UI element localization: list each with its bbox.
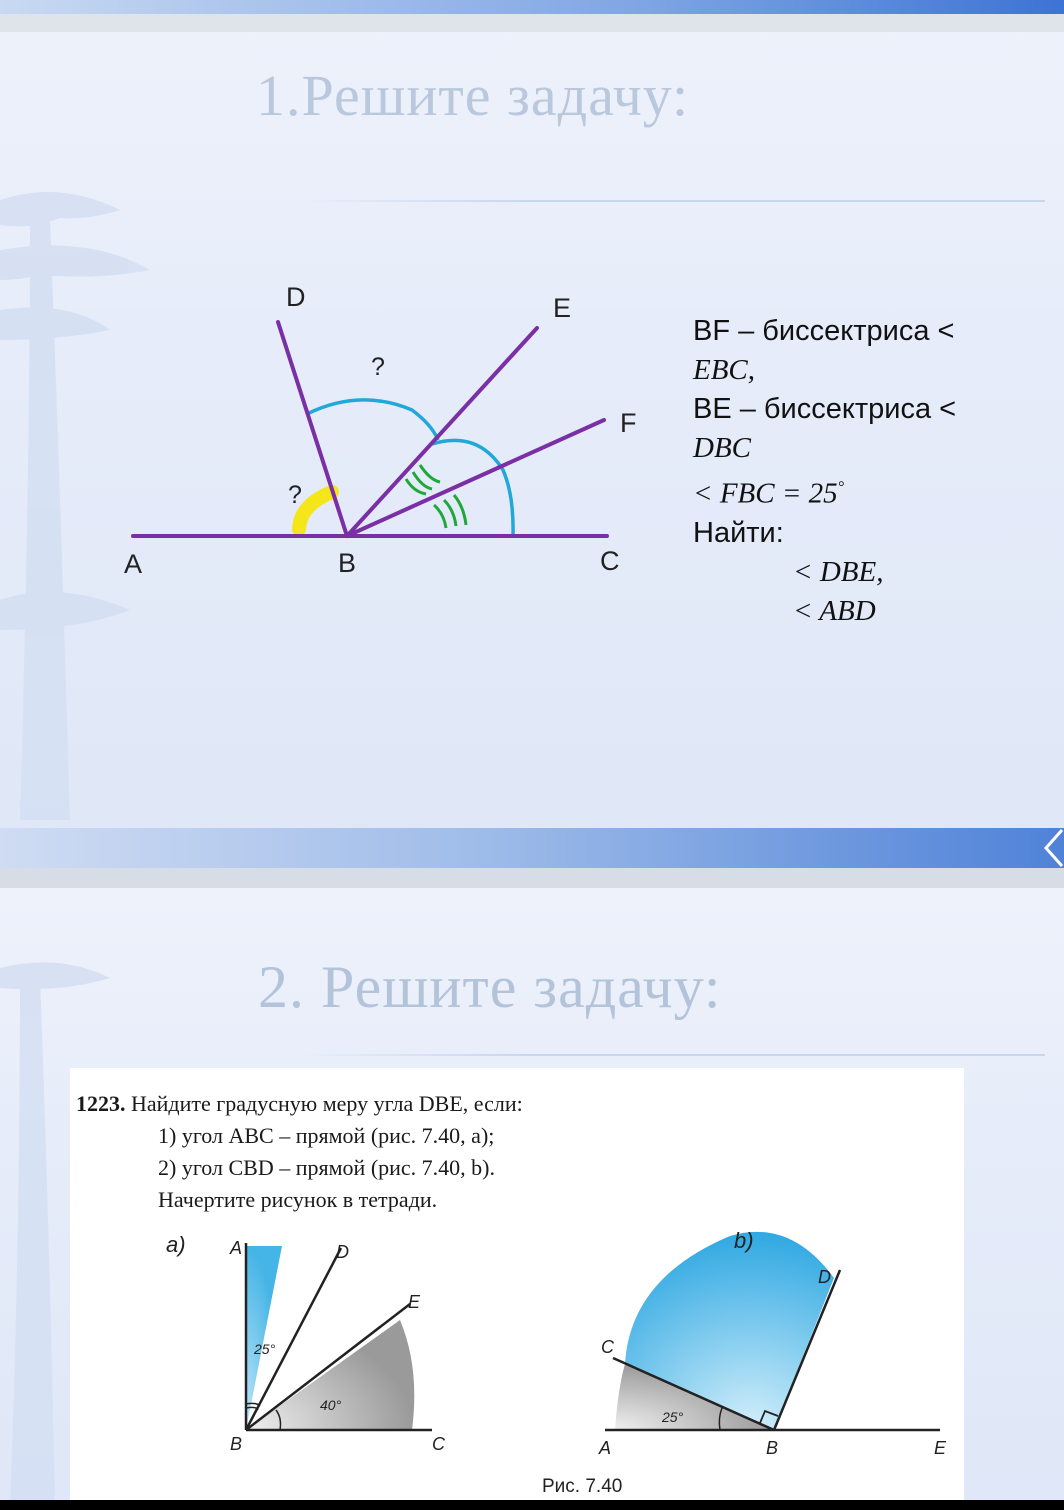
figure-b (598, 1228, 947, 1458)
given-line-1: BF – биссектриса < (693, 315, 955, 347)
textbook-excerpt (70, 1068, 964, 1500)
highlight-mark (299, 492, 332, 529)
arc-dbe (307, 400, 438, 440)
problem-item-2: 2) угол CBD – прямой (рис. 7.40, b). (158, 1155, 496, 1180)
degree-sign: ° (837, 479, 845, 496)
fig-a-label-a: A (230, 1238, 243, 1258)
question-dbe: ? (371, 353, 385, 381)
figure-caption: Рис. 7.40 (542, 1476, 623, 1497)
fig-a-label-d: D (336, 1242, 349, 1262)
label-e: E (553, 293, 572, 323)
given-line-3: BE – биссектриса < (693, 393, 957, 425)
fig-a-label-b: B (230, 1434, 243, 1454)
title-rule-2 (300, 1054, 1045, 1056)
fig-a-caption: a) (166, 1232, 186, 1257)
fig-b-label-c: C (601, 1337, 614, 1357)
given-line-2: EBC, (693, 354, 756, 386)
angle-diagram (0, 0, 680, 640)
slide-2-title: 2. Решите задачу: (258, 954, 722, 1020)
find-line-2: < ABD (793, 594, 876, 627)
slide-gap (0, 868, 1064, 888)
problem-item-1: 1) угол ABC – прямой (рис. 7.40, a); (158, 1123, 495, 1148)
given-line-5 (693, 468, 956, 514)
fig-a-label-c: C (432, 1434, 445, 1454)
given-line-4: DBC (693, 432, 751, 464)
label-f: F (620, 408, 637, 438)
fig-b-label-a: A (599, 1438, 612, 1458)
label-a: A (124, 549, 143, 579)
fig-b-label-d: D (818, 1267, 831, 1287)
problem-item-3: Начертите рисунок в тетради. (158, 1187, 438, 1212)
given-block (693, 312, 956, 631)
slide-bottom-bar (0, 828, 1064, 868)
problem-statement: Найдите градусную меру угла DBE, если: (131, 1091, 523, 1116)
label-c: C (600, 546, 620, 576)
ray-bf (347, 420, 604, 536)
chevron-left-icon (1040, 826, 1064, 868)
problem-number: 1223. (76, 1091, 126, 1116)
slide-1-title: 1.Решите задачу: (256, 63, 690, 128)
question-abd: ? (288, 481, 302, 509)
label-d: D (286, 282, 306, 312)
fig-a-angle-25: 25° (254, 1341, 276, 1357)
find-line-1: < DBE, (793, 555, 884, 588)
given-angle-fbc: < FBC = 25 (693, 477, 838, 510)
fig-b-label-e: E (934, 1438, 947, 1458)
find-label: Найти: (693, 516, 784, 549)
figure-a (166, 1232, 446, 1454)
label-b: B (338, 548, 357, 578)
fig-b-caption: b) (734, 1228, 754, 1253)
fig-a-angle-40: 40° (320, 1397, 342, 1413)
fig-a-label-e: E (408, 1292, 421, 1312)
fig-b-angle-25: 25° (662, 1409, 684, 1425)
figure-7-40 (70, 1068, 964, 1500)
fig-b-label-b: B (766, 1438, 779, 1458)
